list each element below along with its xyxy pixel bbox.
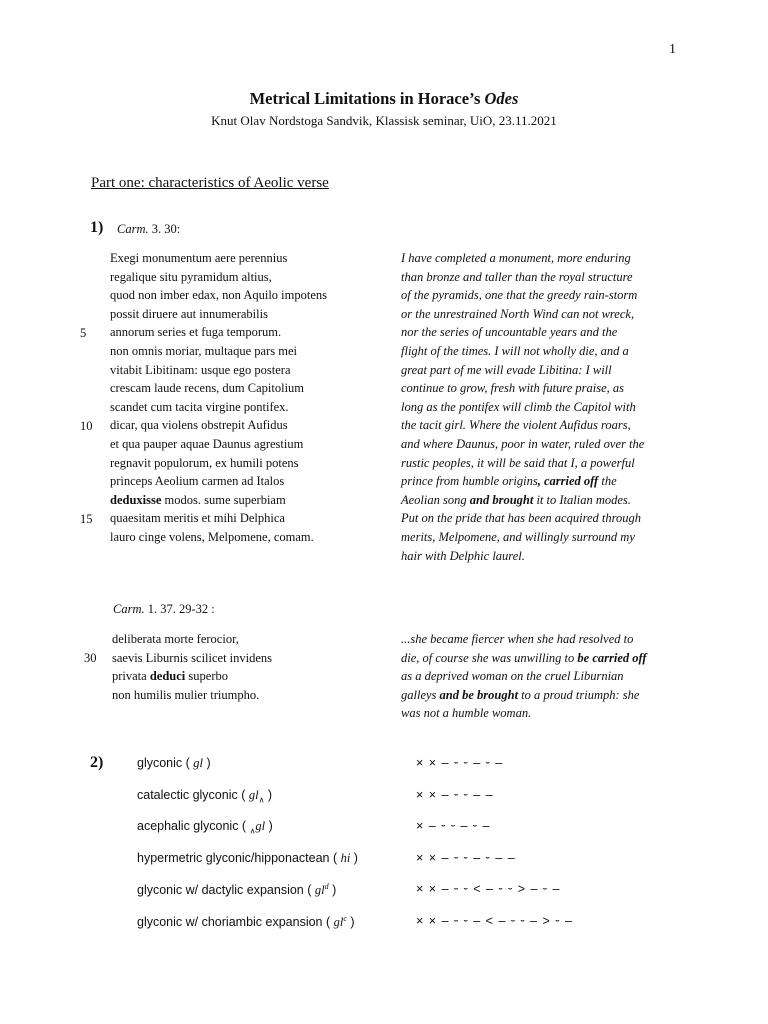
meter-name-glyconic-dactylic: glyconic w/ dactylic expansion ( $gl^d$ ) [137,882,337,898]
meter-scheme-glyconic-dactylic: × × – ⏑ ⏑ < – ⏑ ⏑ > – ⏑ – [416,882,561,896]
section-number-1: 1) [90,219,104,236]
meter-scheme-acephalic-glyconic: × – ⏑ ⏑ – ⏑ – [416,819,491,833]
meter-name-acephalic-glyconic: acephalic glyconic ( $_\wedge$gl ) [137,819,273,836]
latin-text-carm-3-30: Exegi monumentum aere perennius regalique situ pyramidum altius, quod non imber edax, non Aquilo impotens possit diruere aut innumerabilis annorum series et fuga temporum. non omnis moriar, multaque pars mei vitabit Libitinam: usque ego postera crescam laude recens, dum Capitolium scandet cum tacita virgine pontifex. dicar, qua violens obstrepit Aufidus et qua pauper aquae Daunus agrestium regnavit populorum, ex humili potens princeps Aeolium carmen ad Italos deduxisse modos. sume superbiam quaesitam meritis et mihi Delphica lauro cinge volens, Melpomene, comam. [110,251,327,544]
meter-scheme-glyconic: × × – ⏑ ⏑ – ⏑ – [416,756,504,770]
part-heading: Part one: characteristics of Aeolic verse [91,175,329,191]
citation-carm-1-37: Carm. 1. 37. 29-32 : [113,602,215,616]
line-numbers-2: 30 [84,651,97,665]
meter-name-hipponactean: hypermetric glyconic/hipponactean ( hi ) [137,851,358,865]
document-subtitle: Knut Olav Nordstoga Sandvik, Klassisk seminar, UiO, 23.11.2021 [211,113,557,128]
english-translation-carm-1-37: ...she became fiercer when she had resolved to die, of course she was unwilling to be carried off as a deprived woman on the cruel Liburnian galleys and be brought to a proud triumph: she was not a humble woman. [401,632,647,721]
meter-name-catalectic-glyconic: catalectic glyconic ( $gl_\wedge$ ) [137,788,273,805]
document-title: Metrical Limitations in Horace’s Odes [249,89,519,108]
latin-text-carm-1-37: deliberata morte ferocior, saevis Liburnis scilicet invidens privata deduci superbo non humilis mulier triumpho. [112,632,273,702]
meter-scheme-hipponactean: × × – ⏑ ⏑ – ⏑ – – [416,851,516,865]
citation-carm-3-30: Carm. 3. 30: [117,222,181,236]
line-numbers-1: 5 10 15 [80,326,93,526]
meter-name-glyconic: glyconic ( gl ) [137,756,211,770]
meter-name-glyconic-choriambic: glyconic w/ choriambic expansion ( $gl^c$ ) [137,914,355,930]
section-number-2: 2) [90,754,104,771]
meter-scheme-glyconic-choriambic: × × – ⏑ ⏑ – < – ⏑ ⏑ – > ⏑ – [416,914,573,928]
meter-scheme-catalectic-glyconic: × × – ⏑ ⏑ – – [416,788,494,802]
title-italic: Odes [484,89,519,108]
page-number: 1 [669,42,676,57]
english-translation-carm-3-30: I have completed a monument, more enduring than bronze and taller than the royal structure of the pyramids, one that the greedy rain-storm or the unrestrained North Wind can not wreck, nor the series of uncountable years and the flight of the times. I will not wholly die, and a great part of me will evade Libitina: I will continue to grow, fresh with future praise, as long as the pontifex will climb the Capitol with the tacit girl. Where the violent Aufidus roars, and where Daunus, poor in water, ruled over the rustic peoples, it will be said that I, a powerful prince from humble origins, carried off the Aeolian song and brought it to Italian modes. Put on the pride that has been acquired through merits, Melpomene, and willingly surround my hair with Delphic laurel. [401,251,645,563]
